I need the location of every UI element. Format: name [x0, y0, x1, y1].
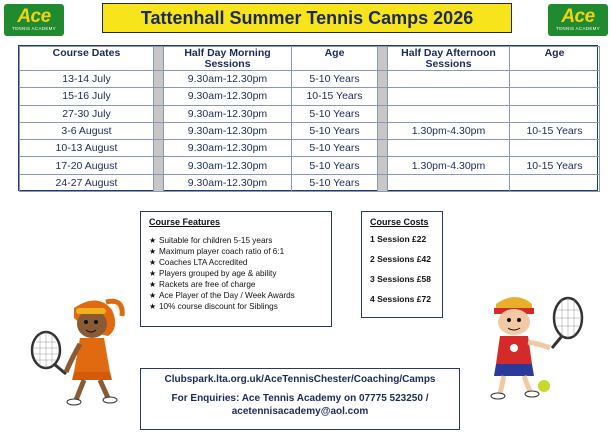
cell-morning: 9.30am-12.30pm — [164, 88, 292, 105]
feature-text: Ace Player of the Day / Week Awards — [159, 291, 295, 300]
cell-age-morning: 5-10 Years — [292, 140, 378, 157]
ace-logo-right — [548, 4, 608, 36]
feature-text: Coaches LTA Accredited — [159, 258, 248, 267]
cell-dates: 10-13 August — [20, 140, 154, 157]
column-divider — [154, 157, 164, 174]
header-morning-sessions: Half Day Morning Sessions — [164, 47, 292, 71]
course-features-box — [140, 211, 332, 327]
table-header-row — [20, 47, 600, 71]
list-item — [149, 246, 323, 257]
table-row — [20, 174, 600, 191]
cost-item: 3 Sessions £58 — [370, 274, 431, 284]
cell-dates: 3-6 August — [20, 122, 154, 139]
cell-dates: 24-27 August — [20, 174, 154, 191]
cost-item: 4 Sessions £72 — [370, 294, 431, 304]
list-item — [149, 257, 323, 268]
list-item — [149, 279, 323, 290]
cell-age-afternoon — [510, 71, 600, 88]
feature-text: Players grouped by age & ability — [159, 269, 277, 278]
cell-age-afternoon — [510, 174, 600, 191]
column-divider — [378, 122, 388, 139]
table-row — [20, 88, 600, 105]
header-afternoon-sessions: Half Day Afternoon Sessions — [388, 47, 510, 71]
page-title: Tattenhall Summer Tennis Camps 2026 — [140, 7, 474, 28]
table-row — [20, 71, 600, 88]
girl-tennis-player-illustration — [28, 288, 128, 408]
table-row — [20, 140, 600, 157]
column-divider — [378, 105, 388, 122]
column-divider — [154, 88, 164, 105]
cell-afternoon — [388, 105, 510, 122]
cell-age-morning: 5-10 Years — [292, 71, 378, 88]
feature-text: 10% course discount for Siblings — [159, 302, 278, 311]
column-divider — [154, 71, 164, 88]
list-item — [149, 235, 323, 246]
booking-url[interactable]: Clubspark.lta.org.uk/AceTennisChester/Coaching/Camps — [164, 374, 436, 385]
features-title: Course Features — [149, 217, 221, 227]
feature-text: Suitable for children 5-15 years — [159, 236, 273, 245]
cell-morning: 9.30am-12.30pm — [164, 157, 292, 174]
column-divider — [378, 88, 388, 105]
logo-tagline: TENNIS ACADEMY — [12, 26, 56, 31]
cell-dates: 13-14 July — [20, 71, 154, 88]
cell-morning: 9.30am-12.30pm — [164, 122, 292, 139]
cell-dates: 27-30 July — [20, 105, 154, 122]
course-costs-box — [361, 211, 443, 318]
cell-dates: 17-20 August — [20, 157, 154, 174]
column-divider — [378, 140, 388, 157]
cell-afternoon — [388, 88, 510, 105]
schedule-table — [18, 45, 598, 191]
cell-afternoon — [388, 71, 510, 88]
cell-age-morning: 5-10 Years — [292, 105, 378, 122]
ace-logo-left — [4, 4, 64, 36]
boy-tennis-player-illustration — [476, 290, 590, 402]
cell-afternoon: 1.30pm-4.30pm — [388, 122, 510, 139]
cell-morning: 9.30am-12.30pm — [164, 71, 292, 88]
enquiries-line: For Enquiries: Ace Tennis Academy on 07775 523250 / — [171, 393, 429, 404]
column-divider — [378, 174, 388, 191]
cell-morning: 9.30am-12.30pm — [164, 174, 292, 191]
star-icon: ★ — [149, 280, 157, 289]
column-divider — [378, 71, 388, 88]
table-row — [20, 122, 600, 139]
cell-age-afternoon — [510, 140, 600, 157]
logo-name: Ace — [17, 6, 51, 27]
cost-item: 2 Sessions £42 — [370, 254, 431, 264]
features-list — [149, 235, 323, 312]
cell-afternoon — [388, 140, 510, 157]
cell-age-morning: 10-15 Years — [292, 88, 378, 105]
cell-age-morning: 5-10 Years — [292, 157, 378, 174]
list-item — [149, 290, 323, 301]
table-row — [20, 105, 600, 122]
logo-tagline: TENNIS ACADEMY — [556, 26, 600, 31]
cell-age-afternoon: 10-15 Years — [510, 122, 600, 139]
feature-text: Maximum player coach ratio of 6:1 — [159, 247, 285, 256]
header-course-dates: Course Dates — [20, 47, 154, 71]
column-divider — [154, 47, 164, 71]
header-age-afternoon: Age — [510, 47, 600, 71]
list-item — [149, 268, 323, 279]
cell-age-afternoon: 10-15 Years — [510, 157, 600, 174]
costs-title: Course Costs — [370, 217, 429, 227]
cell-age-afternoon — [510, 88, 600, 105]
cell-morning: 9.30am-12.30pm — [164, 140, 292, 157]
title-banner — [102, 3, 512, 33]
star-icon: ★ — [149, 302, 157, 311]
star-icon: ★ — [149, 291, 157, 300]
column-divider — [154, 122, 164, 139]
cell-afternoon — [388, 174, 510, 191]
star-icon: ★ — [149, 236, 157, 245]
column-divider — [378, 157, 388, 174]
column-divider — [154, 140, 164, 157]
column-divider — [154, 105, 164, 122]
star-icon: ★ — [149, 258, 157, 267]
column-divider — [378, 47, 388, 71]
logo-name: Ace — [561, 6, 595, 27]
list-item — [149, 301, 323, 312]
table-row — [20, 157, 600, 174]
cell-morning: 9.30am-12.30pm — [164, 105, 292, 122]
cell-afternoon: 1.30pm-4.30pm — [388, 157, 510, 174]
star-icon: ★ — [149, 247, 157, 256]
cell-dates: 15-16 July — [20, 88, 154, 105]
contact-box — [140, 368, 460, 430]
cell-age-morning: 5-10 Years — [292, 174, 378, 191]
enquiries-email[interactable]: acetennisacademy@aol.com — [231, 406, 369, 417]
cost-item: 1 Session £22 — [370, 234, 427, 244]
column-divider — [154, 174, 164, 191]
header-age-morning: Age — [292, 47, 378, 71]
feature-text: Rackets are free of charge — [159, 280, 256, 289]
cell-age-afternoon — [510, 105, 600, 122]
cell-age-morning: 5-10 Years — [292, 122, 378, 139]
star-icon: ★ — [149, 269, 157, 278]
